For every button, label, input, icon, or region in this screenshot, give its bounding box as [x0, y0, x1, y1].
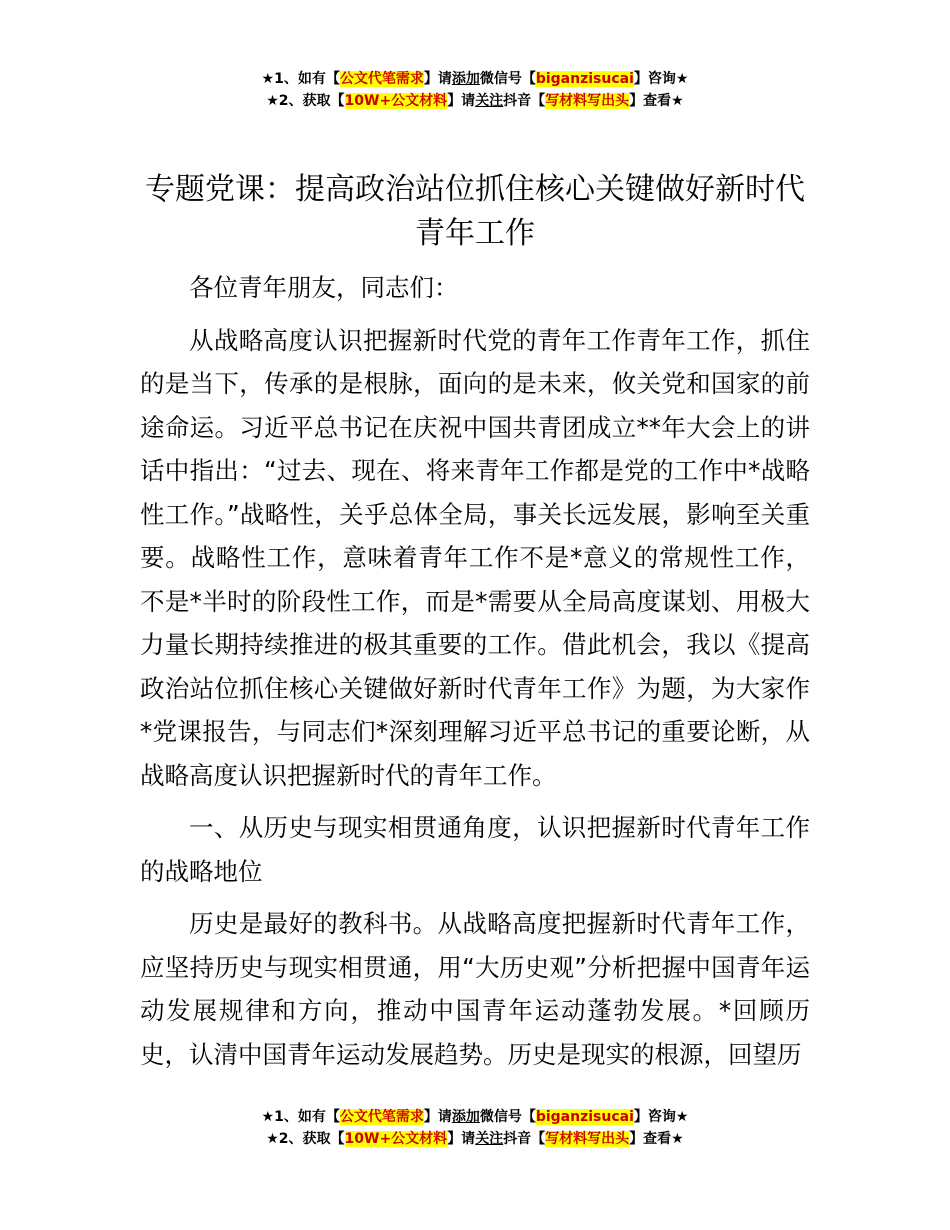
- footer-notice: [0, 1106, 950, 1150]
- document-body: [140, 266, 810, 1085]
- notice-text: ★1、如有【: [261, 71, 340, 87]
- body-paragraph: 历史是最好的教科书。从战略高度把握新时代青年工作，应坚持历史与现实相贯通，用“大历史观”分析把握中国青年运动发展规律和方向，推动中国青年运动蓬勃发展。*回顾历史，认清中国青年运动发展趋势。历史是现实的根源，回望历: [140, 909, 810, 1069]
- highlight-materials: 10W+公文材料: [344, 93, 448, 109]
- highlight-ghostwriting: 公文代笔需求: [339, 1109, 424, 1125]
- notice-text-underlined: 添加: [451, 1109, 480, 1125]
- notice-text: 】请: [423, 71, 452, 87]
- notice-text: 】请: [423, 1109, 452, 1125]
- notice-text: 】咨询★: [633, 1109, 689, 1125]
- header-notice: [0, 68, 950, 112]
- notice-line-1: [0, 68, 950, 90]
- section-heading: 一、从历史与现实相贯通角度，认识把握新时代青年工作的战略地位: [140, 813, 810, 886]
- salutation-paragraph: 各位青年朋友，同志们：: [189, 273, 459, 302]
- notice-text: 抖音【: [503, 1131, 546, 1147]
- highlight-materials: 10W+公文材料: [344, 1131, 448, 1147]
- notice-text: 】请: [447, 93, 476, 109]
- notice-text: ★1、如有【: [261, 1109, 340, 1125]
- notice-text: 】查看★: [629, 1131, 684, 1147]
- notice-text: 微信号【: [479, 1109, 536, 1125]
- body-paragraph: 从战略高度认识把握新时代党的青年工作青年工作，抓住的是当下，传承的是根脉，面向的是未来，攸关党和国家的前途命运。习近平总书记在庆祝中国共青团成立**年大会上的讲话中指出：“过去、现在、将来青年工作都是党的工作中*战略性工作。”战略性，关乎总体全局，事关长远发展，影响至关重要。战略性工作，意味着青年工作不是*意义的常规性工作，不是*半时的阶段性工作，而是*需要从全局高度谋划、用极大力量长期持续推进的极其重要的工作。借此机会，我以《提高政治站位抓住核心关键做好新时代青年工作》为题，为大家作*党课报告，与同志们*深刻理解习近平总书记的重要论断，从战略高度认识把握新时代的青年工作。: [140, 325, 810, 790]
- notice-text: ★2、获取【: [266, 93, 345, 109]
- highlight-wechat-id: biganzisucai: [535, 1109, 634, 1125]
- notice-text: 微信号【: [479, 71, 536, 87]
- notice-text: 】咨询★: [633, 71, 689, 87]
- highlight-ghostwriting: 公文代笔需求: [339, 71, 424, 87]
- notice-text: 】查看★: [629, 93, 684, 109]
- notice-text: ★2、获取【: [266, 1131, 345, 1147]
- notice-line-2: [0, 1128, 950, 1150]
- notice-line-2: [0, 90, 950, 112]
- highlight-wechat-id: biganzisucai: [535, 71, 634, 87]
- notice-text-underlined: 添加: [451, 71, 480, 87]
- notice-text-underlined: 关注: [475, 93, 504, 109]
- document-title: 专题党课：提高政治站位抓住核心关键做好新时代青年工作: [145, 172, 805, 251]
- notice-text: 抖音【: [503, 93, 546, 109]
- notice-text-underlined: 关注: [475, 1131, 504, 1147]
- notice-line-1: [0, 1106, 950, 1128]
- highlight-douyin-account: 写材料写出头: [545, 93, 630, 109]
- highlight-douyin-account: 写材料写出头: [545, 1131, 630, 1147]
- notice-text: 】请: [447, 1131, 476, 1147]
